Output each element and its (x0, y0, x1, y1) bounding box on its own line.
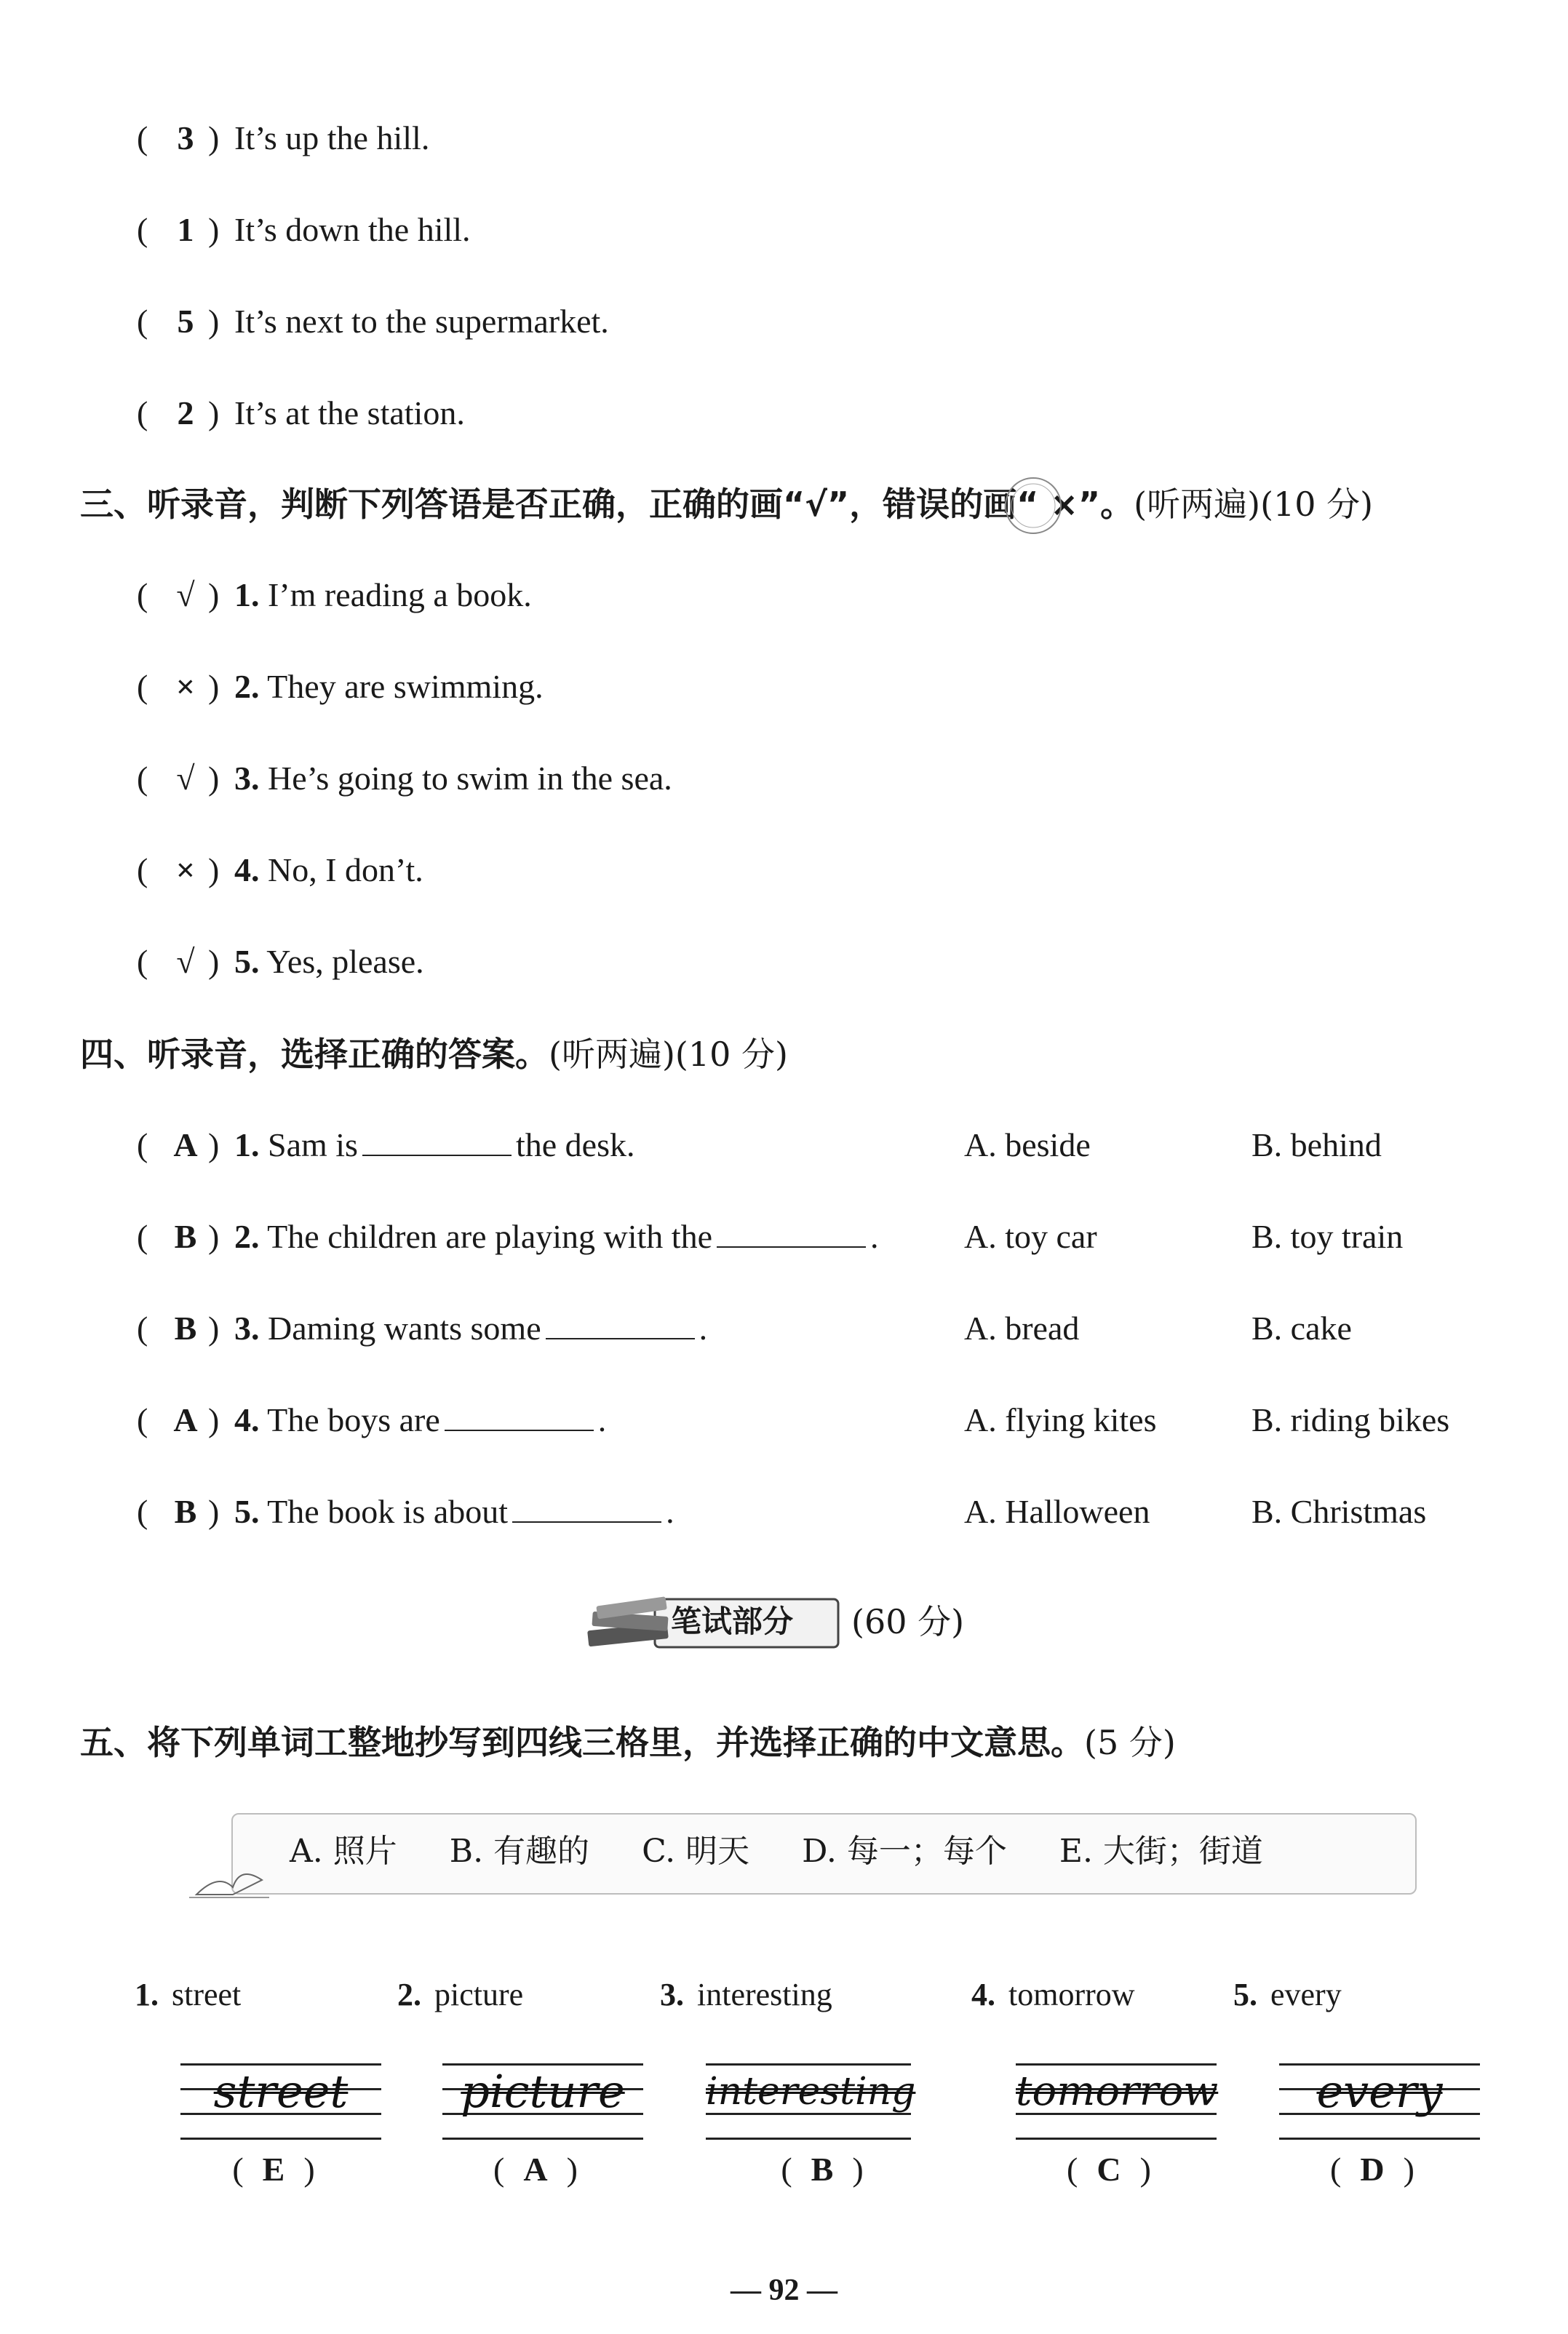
written-part-score: (60 分) (851, 1602, 965, 1641)
section4-note: (听两遍)(10 分) (549, 1035, 788, 1074)
meaning-answer-3: ( B ) (749, 2148, 895, 2191)
section5-note: (5 分) (1084, 1723, 1176, 1762)
sentence-start: Sam is (268, 1126, 358, 1163)
part2-item-4: ( 2 ) It’s at the station. (137, 391, 465, 435)
writing-grid-4 (1016, 2059, 1217, 2146)
section3-item-3: ( √ ) 3. He’s going to swim in the sea. (137, 757, 672, 800)
handwritten-word: every (1316, 2065, 1443, 2118)
writing-grid-5 (1279, 2059, 1480, 2146)
section4-item-3: ( B ) 3. Daming wants some . (137, 1307, 707, 1350)
handwritten-word: picture (461, 2065, 625, 2118)
section3-item-4: ( × ) 4. No, I don’t. (137, 848, 423, 892)
answer-letter: C (1097, 2151, 1121, 2188)
item-number: 4. (234, 851, 260, 888)
word-text: tomorrow (1008, 1977, 1135, 2012)
sentence-start: Daming wants some (268, 1310, 541, 1347)
handwritten-word: street (213, 2065, 349, 2118)
word-prompt-2 (397, 1973, 523, 2017)
answer-mark: √ (176, 943, 195, 980)
item-number: 1. (234, 1126, 260, 1163)
meaning-answer-1: ( E ) (201, 2148, 346, 2191)
answer-letter: A (173, 1401, 198, 1438)
option-a: A. flying kites (964, 1401, 1157, 1438)
word-prompt-5 (1233, 1973, 1342, 2017)
sentence-end: . (666, 1493, 674, 1530)
item-text: It’s down the hill. (234, 211, 471, 248)
section4-item-2: ( B ) 2. The children are playing with the . (137, 1215, 879, 1259)
seal-stamp-icon (998, 473, 1068, 538)
option-a: A. Halloween (964, 1493, 1150, 1530)
answer-letter: D (1360, 2151, 1385, 2188)
sentence-end: . (699, 1310, 708, 1347)
option-b: B. toy train (1251, 1218, 1404, 1255)
meaning-option: C. 明天 (642, 1833, 750, 1870)
meaning-option: A. 照片 (290, 1833, 397, 1870)
answer-letter: A (173, 1126, 198, 1163)
item-number: 3. (234, 1310, 260, 1347)
answer-blank (717, 1219, 866, 1248)
item-number: 4. (234, 1401, 260, 1438)
meaning-options (290, 1829, 1316, 1874)
item-number: 1. (234, 576, 260, 613)
section4-item-5: ( B ) 5. The book is about . (137, 1490, 674, 1534)
writing-grid-3 (706, 2059, 916, 2146)
item-text: No, I don’t. (268, 851, 423, 888)
written-part-banner (582, 1586, 990, 1666)
answer-mark: × (175, 668, 196, 705)
meaning-answer-4: ( C ) (1036, 2148, 1182, 2191)
answer-letter: E (262, 2151, 285, 2188)
sentence-start: The children are playing with the (267, 1218, 713, 1255)
written-part-label: 笔试部分 (671, 1604, 794, 1639)
answer-number: 1 (177, 211, 194, 248)
answer-letter: B (174, 1310, 197, 1347)
answer-letter: B (174, 1493, 197, 1530)
part2-item-1: ( 3 ) It’s up the hill. (137, 116, 429, 160)
page-number: — 92 — (731, 2274, 837, 2307)
meaning-option: D. 每一；每个 (802, 1833, 1007, 1870)
section5-title: 五、将下列单词工整地抄写到四线三格里，并选择正确的中文意思。 (80, 1723, 1084, 1762)
option-b: B. behind (1251, 1126, 1382, 1163)
answer-number: 2 (177, 394, 194, 431)
item-number: 2. (234, 668, 260, 705)
item-text: It’s up the hill. (234, 119, 430, 156)
meaning-option: B. 有趣的 (449, 1833, 590, 1870)
item-number: 2. (234, 1218, 260, 1255)
word-number: 4. (971, 1977, 995, 2012)
word-number: 3. (660, 1977, 684, 2012)
sentence-start: The book is about (267, 1493, 509, 1530)
answer-mark: √ (176, 760, 195, 797)
section4-heading (80, 1032, 788, 1077)
word-text: street (172, 1977, 242, 2012)
word-text: interesting (697, 1977, 832, 2012)
sentence-end: . (870, 1218, 879, 1255)
word-prompt-3 (660, 1973, 832, 2017)
item-number: 3. (234, 760, 260, 797)
option-a: A. bread (964, 1310, 1080, 1347)
meaning-option: E. 大街；街道 (1059, 1833, 1263, 1870)
word-number: 5. (1233, 1977, 1257, 2012)
word-number: 1. (135, 1977, 159, 2012)
answer-letter: A (523, 2151, 548, 2188)
item-number: 5. (234, 1493, 260, 1530)
item-text: It’s at the station. (234, 394, 465, 431)
section3-note: (听两遍)(10 分) (1134, 485, 1374, 524)
part2-item-3: ( 5 ) It’s next to the supermarket. (137, 300, 609, 343)
answer-blank (512, 1494, 661, 1523)
meaning-answer-2: ( A ) (463, 2148, 608, 2191)
answer-mark: × (175, 851, 196, 888)
meaning-answer-5: ( D ) (1300, 2148, 1445, 2191)
answer-letter: B (174, 1218, 197, 1255)
sentence-start: The boys are (267, 1401, 440, 1438)
handwritten-word: interesting (706, 2070, 916, 2114)
word-prompt-1 (135, 1973, 241, 2017)
writing-grid-1 (180, 2059, 381, 2146)
item-text: He’s going to swim in the sea. (268, 760, 672, 797)
answer-letter: B (811, 2151, 834, 2188)
answer-blank (445, 1402, 594, 1431)
answer-blank (546, 1310, 695, 1339)
option-b: B. riding bikes (1251, 1401, 1450, 1438)
option-a: A. beside (964, 1126, 1091, 1163)
section5-heading (80, 1720, 1176, 1765)
section3-item-5: ( √ ) 5. Yes, please. (137, 940, 424, 984)
item-text: I’m reading a book. (268, 576, 532, 613)
option-b: B. Christmas (1251, 1493, 1427, 1530)
answer-number: 3 (177, 119, 194, 156)
answer-mark: √ (176, 576, 195, 613)
handwritten-word: tomorrow (1016, 2068, 1219, 2115)
section4-item-4: ( A ) 4. The boys are . (137, 1398, 606, 1442)
meaning-options-box (231, 1813, 1417, 1895)
bird-decoration-icon (189, 1844, 276, 1902)
part2-item-2: ( 1 ) It’s down the hill. (137, 208, 471, 252)
sentence-end: . (597, 1401, 607, 1438)
option-b: B. cake (1251, 1310, 1352, 1347)
item-text: It’s next to the supermarket. (234, 303, 609, 340)
option-a: A. toy car (964, 1218, 1097, 1255)
section3-item-1: ( √ ) 1. I’m reading a book. (137, 573, 532, 617)
answer-number: 5 (177, 303, 194, 340)
sentence-end: the desk. (515, 1126, 635, 1163)
section3-heading (80, 482, 1373, 527)
word-text: every (1270, 1977, 1342, 2012)
section3-item-2: ( × ) 2. They are swimming. (137, 665, 544, 709)
section4-item-1: ( A ) 1. Sam is the desk. (137, 1123, 634, 1167)
word-number: 2. (397, 1977, 421, 2012)
item-text: Yes, please. (266, 943, 424, 980)
item-number: 5. (234, 943, 260, 980)
section3-title: 三、听录音，判断下列答语是否正确，正确的画“√”，错误的画“ ×”。 (80, 485, 1134, 524)
writing-grid-2 (442, 2059, 643, 2146)
item-text: They are swimming. (267, 668, 544, 705)
word-text: picture (434, 1977, 524, 2012)
section4-title: 四、听录音，选择正确的答案。 (80, 1035, 549, 1074)
word-prompt-4 (971, 1973, 1135, 2017)
answer-blank (362, 1127, 512, 1156)
